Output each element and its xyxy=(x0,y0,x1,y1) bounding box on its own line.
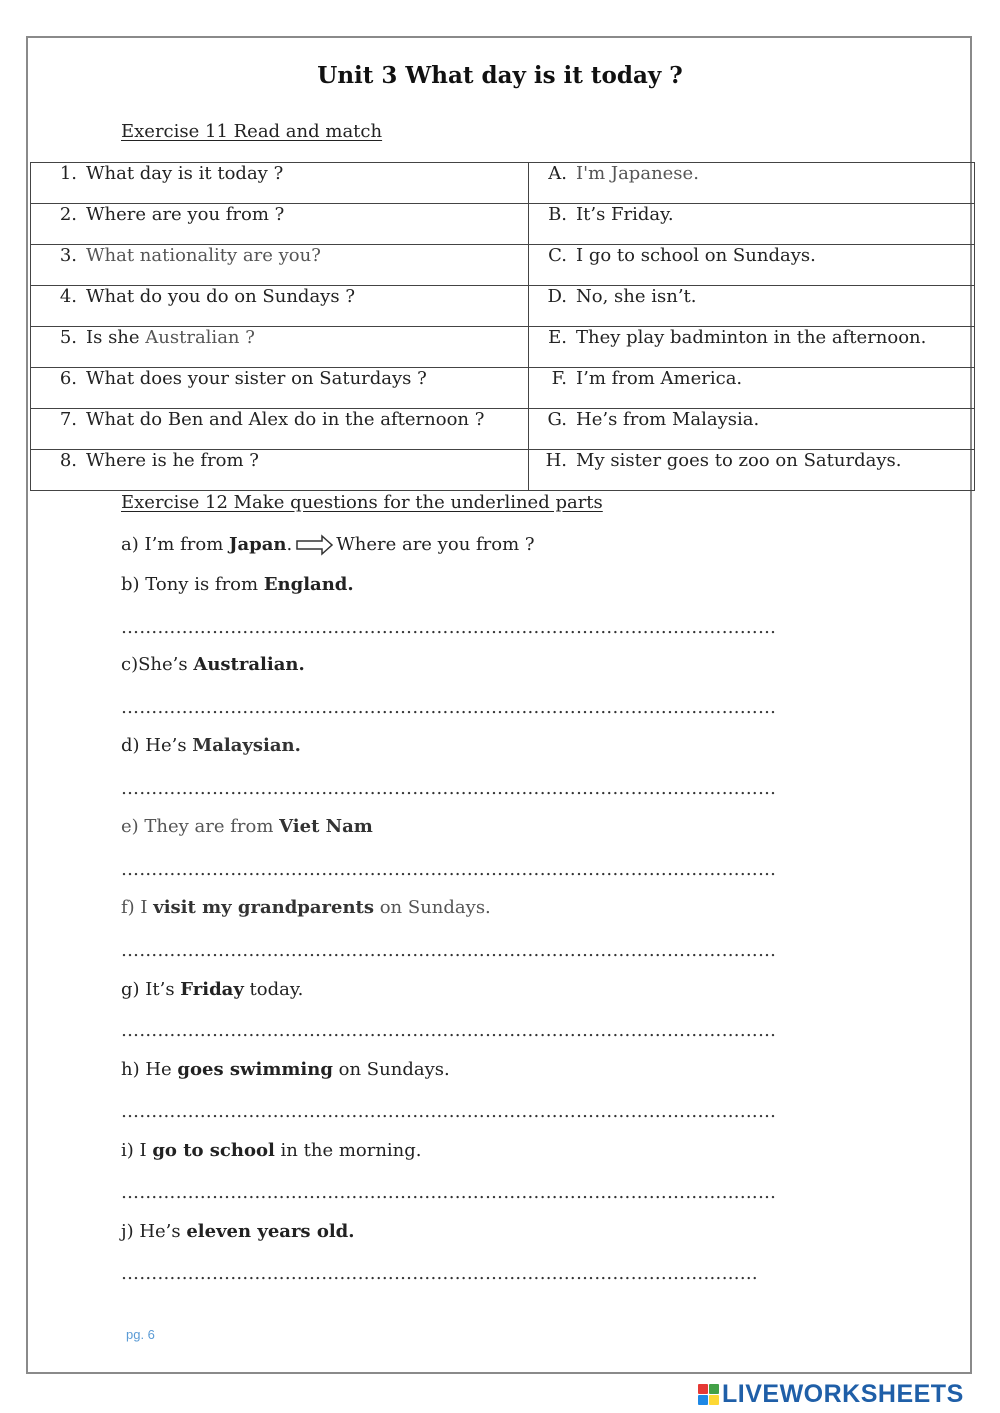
answer-text: I go to school on Sundays. xyxy=(576,245,816,266)
item-text: a) I’m from xyxy=(121,534,229,555)
question-number: 4. xyxy=(59,286,77,307)
question-text: Where is he from ? xyxy=(86,450,259,471)
table-row xyxy=(31,327,975,368)
item-underlined-part: eleven years old. xyxy=(186,1221,355,1242)
item-underlined-part: goes swimming xyxy=(177,1059,333,1080)
item-text: on Sundays. xyxy=(332,1059,450,1080)
exercise-item xyxy=(121,654,305,675)
item-text: i) I xyxy=(121,1140,153,1161)
logo-grid-icon xyxy=(698,1384,719,1405)
exercise-item xyxy=(121,1140,422,1161)
question-number: 2. xyxy=(59,204,77,225)
item-underlined-part: Friday xyxy=(180,979,244,1000)
question-text: What do Ben and Alex do in the afternoon ? xyxy=(86,409,485,430)
answer-letter: H. xyxy=(545,450,568,471)
answer-line[interactable]: ……………………………………………………………………………………………… xyxy=(121,1020,777,1041)
match-table xyxy=(30,162,975,491)
answer-line[interactable]: ……………………………………………………………………………………………… xyxy=(121,1101,777,1122)
question-text-gray: Australian ? xyxy=(145,327,255,348)
arrow-right-icon xyxy=(296,534,334,556)
item-text: j) He’s xyxy=(121,1221,187,1242)
question-text: What does your sister on Saturdays ? xyxy=(86,368,427,389)
answer-letter: D. xyxy=(547,286,568,307)
answer-text: No, she isn’t. xyxy=(576,286,697,307)
item-underlined-part: visit my grandparents xyxy=(153,897,374,918)
item-underlined-part: Japan xyxy=(229,534,287,555)
question-text: Where are you from ? xyxy=(86,204,285,225)
item-text: g) It’s xyxy=(121,979,181,1000)
answer-text: My sister goes to zoo on Saturdays. xyxy=(576,450,902,471)
answer-text: I'm Japanese. xyxy=(576,163,699,184)
item-text: . xyxy=(286,534,293,555)
exercise-item xyxy=(121,897,491,918)
brand-name: LIVEWORKSHEETS xyxy=(722,1379,964,1408)
table-row xyxy=(31,450,975,491)
answer-letter: B. xyxy=(548,204,568,225)
question-text: What do you do on Sundays ? xyxy=(86,286,355,307)
question-text: What day is it today ? xyxy=(86,163,284,184)
exercise-item xyxy=(121,816,373,837)
item-text: today. xyxy=(243,979,304,1000)
answer-line[interactable]: ……………………………………………………………………………………………… xyxy=(121,697,777,718)
exercise-item xyxy=(121,979,303,1000)
item-text: in the morning. xyxy=(274,1140,422,1161)
exercise-item xyxy=(121,1221,355,1242)
question-text: Is she xyxy=(86,327,146,348)
question-number: 1. xyxy=(59,163,77,184)
answer-letter: F. xyxy=(551,368,568,389)
table-row xyxy=(31,204,975,245)
answer-text: They play badminton in the afternoon. xyxy=(576,327,927,348)
table-row xyxy=(31,286,975,327)
table-row xyxy=(31,409,975,450)
table-row xyxy=(31,163,975,204)
exercise-item xyxy=(121,1059,450,1080)
question-number: 5. xyxy=(59,327,77,348)
answer-letter: E. xyxy=(548,327,568,348)
example-item xyxy=(121,534,535,556)
page-title: Unit 3 What day is it today ? xyxy=(317,62,683,89)
exercise-item xyxy=(121,735,301,756)
liveworksheets-logo[interactable] xyxy=(698,1380,964,1408)
answer-text: It’s Friday. xyxy=(576,204,674,225)
item-text: h) He xyxy=(121,1059,178,1080)
answer-line[interactable]: ……………………………………………………………………………………………… xyxy=(121,859,777,880)
answer-text: I’m from America. xyxy=(576,368,743,389)
table-row xyxy=(31,245,975,286)
answer-letter: G. xyxy=(547,409,568,430)
item-text: e) They are from xyxy=(121,816,280,837)
exercise-12-heading: Exercise 12 Make questions for the underlined parts xyxy=(121,492,603,513)
answer-letter: C. xyxy=(548,245,568,266)
question-number: 3. xyxy=(59,245,77,266)
item-underlined-part: Malaysian. xyxy=(192,735,301,756)
answer-line[interactable]: ……………………………………………………………………………………………… xyxy=(121,778,777,799)
item-underlined-part: go to school xyxy=(152,1140,275,1161)
item-text: f) I xyxy=(121,897,154,918)
item-underlined-part: Viet Nam xyxy=(279,816,373,837)
answer-line[interactable]: ……………………………………………………………………………………………… xyxy=(121,1182,777,1203)
answer-line[interactable]: …………………………………………………………………………………………… xyxy=(121,1263,758,1284)
answer-line[interactable]: ……………………………………………………………………………………………… xyxy=(121,617,777,638)
item-text: d) He’s xyxy=(121,735,193,756)
answer-letter: A. xyxy=(548,163,568,184)
item-underlined-part: England. xyxy=(263,574,354,595)
item-text: c)She’s xyxy=(121,654,194,675)
table-row xyxy=(31,368,975,409)
answer-text: He’s from Malaysia. xyxy=(576,409,760,430)
exercise-11-heading: Exercise 11 Read and match xyxy=(121,121,383,142)
exercise-item xyxy=(121,574,354,595)
question-number: 7. xyxy=(59,409,77,430)
example-answer: Where are you from ? xyxy=(336,534,535,555)
question-number: 8. xyxy=(59,450,77,471)
answer-line[interactable]: ……………………………………………………………………………………………… xyxy=(121,940,777,961)
question-text: What nationality are you? xyxy=(86,245,321,266)
question-number: 6. xyxy=(59,368,77,389)
item-text: on Sundays. xyxy=(374,897,491,918)
item-text: b) Tony is from xyxy=(121,574,264,595)
page-number: pg. 6 xyxy=(126,1327,155,1342)
item-underlined-part: Australian. xyxy=(193,654,305,675)
